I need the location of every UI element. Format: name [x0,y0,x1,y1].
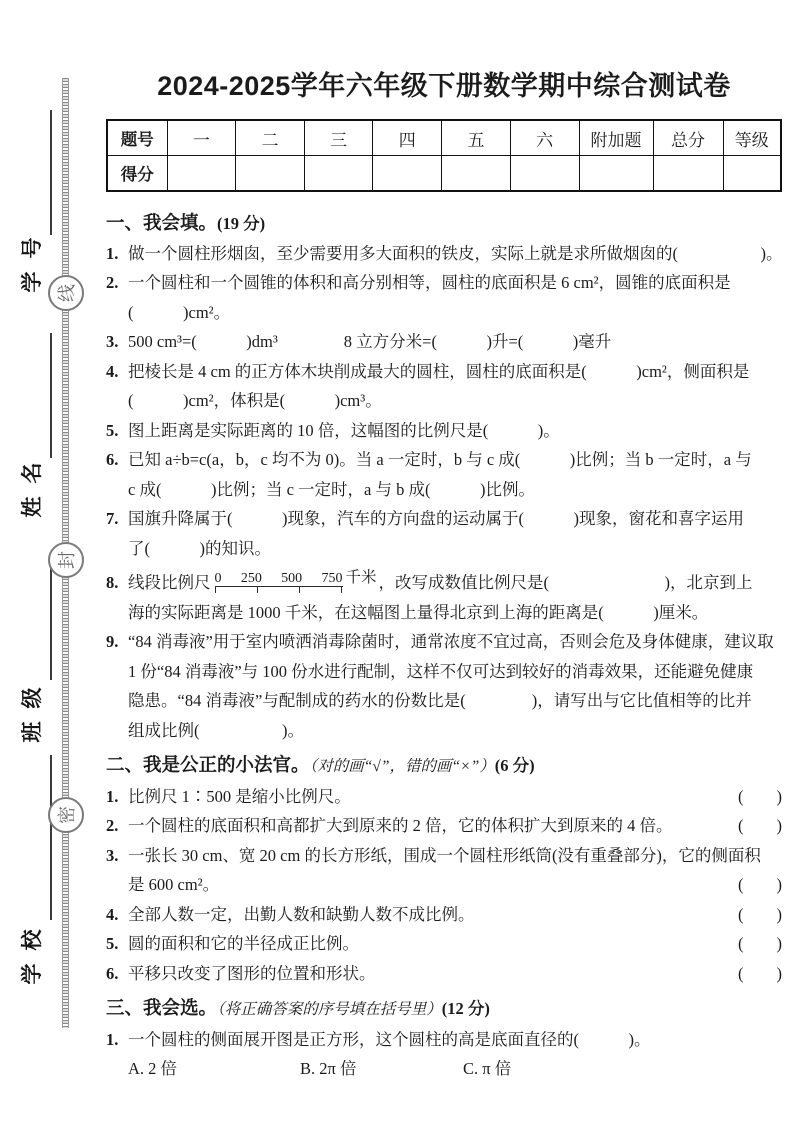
score-cell [653,156,723,192]
section3-title: 三、我会选。 [106,997,218,1018]
header-total: 总分 [653,120,723,156]
tick-label: 750 [321,571,343,586]
section2-note: （对的画“√”，错的画“×”） [309,758,495,775]
score-table [106,119,782,192]
answer-bracket: ( ) [738,904,782,924]
student-id-blank-line [50,110,52,235]
question [106,239,782,269]
score-table-score-row [107,156,781,192]
question-text: 一个圆柱的侧面展开图是正方形，这个圆柱的高是底面直径的( )。 [128,1029,651,1049]
judge-item [106,929,782,959]
question-number: 5. [106,934,119,953]
seal-stamp-mi: 密 [48,797,84,833]
question-text: 已知 a÷b=c(a，b，c 均不为 0)。当 a 一定时，b 与 c 成( )比例；当 b 一定时，a 与 [128,450,752,469]
student-id-label: 学号 [21,224,44,293]
class-label: 班级 [21,674,44,743]
question-number: 6. [106,450,119,469]
section2-points: (6 分) [494,756,535,775]
question [106,627,782,657]
page-title: 2024-2025学年六年级下册数学期中综合测试卷 [157,71,731,101]
judge-text: 6. 平移只改变了图形的位置和形状。 [106,959,738,989]
judge-text: 2. 一个圆柱的底面积和高都扩大到原来的 2 倍，它的体积扩大到原来的 4 倍。 [106,811,738,841]
answer-bracket: ( ) [738,875,782,894]
judge-item [106,841,782,871]
question-number: 7. [106,509,119,528]
section3-points: (12 分) [441,999,490,1018]
question-number: 8. [106,573,119,592]
name-blank-line [50,333,52,458]
header-timuhao: 题号 [107,120,167,156]
question-number: 1. [106,1029,119,1049]
judge-item-continuation [106,870,782,900]
section3-heading [106,993,782,1025]
section2-heading [106,750,782,782]
scale-ruler-bar [215,586,343,593]
judge-text: 4. 全部人数一定，出勤人数和缺勤人数不成比例。 [106,900,738,930]
answer-bracket: ( ) [738,963,782,983]
question-number: 3. [106,845,119,865]
question-text: 做一个圆柱形烟囱，至少需要用多大面积的铁皮，实际上就是求所做烟囱的( )。 [128,243,783,263]
question-number: 4. [106,361,119,381]
choice-c: C. π 倍 [463,1059,512,1078]
question-text: 一个圆柱和一个圆锥的体积和高分别相等，圆柱的底面积是 6 cm²，圆锥的底面积是 [128,273,731,292]
score-table-header-row [107,120,781,156]
question-line: c 成( )比例；当 c 一定时，a 与 b 成( )比例。 [128,479,535,499]
score-cell [510,156,579,192]
question [106,327,782,357]
question-text: ，改写成数值比例尺是( )，北京到上 [378,573,753,592]
score-cell [167,156,236,192]
section1-heading [106,208,782,239]
question-number: 4. [106,904,119,924]
section2-title: 二、我是公正的小法官。 [106,754,310,775]
answer-bracket: ( ) [738,816,782,835]
school-label: 学校 [21,916,44,985]
score-cell [442,156,511,192]
seal-stamp-line: 线 [48,275,84,311]
question-number: 1. [106,786,119,806]
section1-title: 一、我会填。 [106,212,218,233]
answer-bracket: ( ) [738,786,782,806]
question-line: 隐患。“84 消毒液”与配制成的药水的份数比是( )，请写出与它比值相等的比并 [128,691,752,710]
question-number: 2. [106,273,119,292]
question [106,268,782,298]
tick-label: 0 [214,571,222,586]
scale-ruler [215,571,343,593]
question-number: 5. [106,420,119,440]
judge-item [106,900,782,930]
question-line: 组成比例( )。 [128,720,304,740]
judge-text: 5. 圆的面积和它的半径成正比例。 [106,929,738,959]
question-text: 500 cm³=( )dm³ 8 立方分米=( )升=( )毫升 [128,332,612,351]
header-part6: 六 [510,120,579,156]
question [106,445,782,475]
question [106,416,782,446]
question-number: 3. [106,332,119,351]
header-bonus: 附加题 [579,120,653,156]
question [106,563,782,598]
header-grade: 等级 [723,120,781,156]
score-cell [373,156,442,192]
answer-bracket: ( ) [738,934,782,953]
seal-stamp-feng: 封 [48,542,84,578]
question-line: ( )cm²，体积是( )cm³。 [128,391,382,410]
question [106,1025,782,1055]
question-line: 海的实际距离是 1000 千米，在这幅图上量得北京到上海的距离是( )厘米。 [128,602,709,622]
judge-item [106,811,782,841]
score-row-label: 得分 [107,156,167,192]
question-line: 1 份“84 消毒液”与 100 份水进行配制，这样不仅可达到较好的消毒效果，还能避免健康 [128,661,754,681]
name-label: 姓名 [21,449,44,518]
question [106,357,782,387]
tick-label: 500 [281,571,303,586]
question-text: 把棱长是 4 cm 的正方体木块削成最大的圆柱，圆柱的底面积是( )cm²，侧面积是 [128,361,750,381]
question-text: “84 消毒液”用于室内喷洒消毒除菌时，通常浓度不宜过高，否则会危及身体健康，建议取 [128,632,774,651]
header-part1: 一 [167,120,236,156]
score-cell [236,156,305,192]
question-text: 线段比例尺 [128,573,211,592]
question-number: 1. [106,243,119,263]
section3-note: （将正确答案的序号填在括号里） [217,1001,442,1018]
scale-ruler-unit: 千米 [345,569,377,586]
school-blank-line [50,755,52,920]
question-line: 了( )的知识。 [128,538,271,558]
question-text: 国旗升降属于( )现象，汽车的方向盘的运动属于( )现象，窗花和喜字运用 [128,509,744,528]
judge-text: 1. 比例尺 1∶500 是缩小比例尺。 [106,782,738,812]
judge-item [106,959,782,989]
score-cell [579,156,653,192]
tick-label: 250 [240,571,262,586]
header-part4: 四 [373,120,442,156]
judge-text: 一张长 30 cm、宽 20 cm 的长方形纸，围成一个圆柱形纸筒(没有重叠部分)，它的侧面积 [128,845,761,865]
header-part2: 二 [236,120,305,156]
header-part3: 三 [304,120,373,156]
question-text: 图上距离是实际距离的 10 倍，这幅图的比例尺是( )。 [128,420,560,440]
exam-paper [106,60,782,1084]
judge-text: 是 600 cm²。 [128,875,220,894]
question [106,504,782,534]
question-number: 6. [106,963,119,983]
choices-row [106,1054,782,1084]
choice-b: B. 2π 倍 [300,1059,357,1078]
score-cell [304,156,373,192]
choice-a: A. 2 倍 [128,1059,178,1078]
section1-points: (19 分) [217,214,266,233]
question-line: ( )cm²。 [128,302,231,322]
question-number: 2. [106,816,119,835]
header-part5: 五 [442,120,511,156]
judge-item [106,782,782,812]
scale-ruler-ticks [215,571,343,586]
score-cell [723,156,781,192]
question-number: 9. [106,632,119,651]
